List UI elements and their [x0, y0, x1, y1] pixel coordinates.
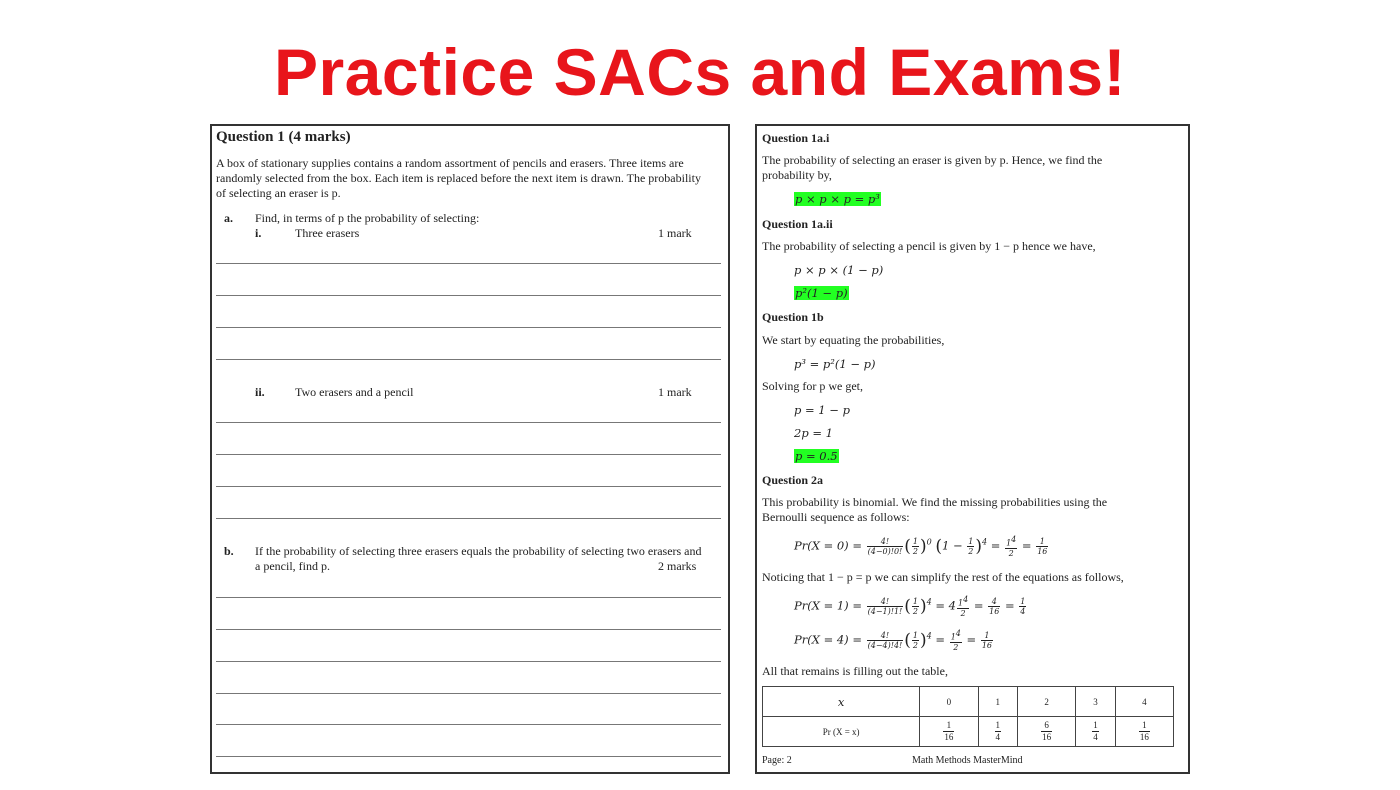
table-cell: $\frac{1}{4}$ [978, 717, 1018, 747]
q2a-equation-1: Pr(X = 1) = $\frac{4!}{(4-1)!1!}$ ( $\frac{1}{2}$ )$^4$ = 4 $\frac{1^4}{2}$ = $\frac{4}{16}$ = $\frac{1}{4}$ [794, 595, 1026, 618]
q2a-equation-4: Pr(X = 4) = $\frac{4!}{(4-4)!4!}$ ( $\frac{1}{2}$ )$^4$ = $\frac{1^4}{2}$ = $\frac{1}{16}$ [794, 629, 993, 652]
answer-line[interactable] [216, 486, 721, 487]
answer-line[interactable] [216, 295, 721, 296]
answer-line[interactable] [216, 693, 721, 694]
q1b-answer: p = 0.5 [795, 449, 838, 463]
q1b-heading: Question 1b [762, 310, 824, 324]
table-cell: $\frac{6}{16}$ [1018, 717, 1076, 747]
part-b-label: b. [224, 544, 234, 558]
intro-line-2: randomly selected from the box. Each item is replaced before the next item is drawn. The probability [216, 171, 701, 185]
sub-ii-marks: 1 mark [658, 385, 692, 399]
footer-page: Page: 2 [762, 755, 792, 766]
q1ai-heading: Question 1a.i [762, 131, 830, 145]
probability-table [762, 686, 1174, 747]
solution-sheet [755, 124, 1190, 774]
intro-line-3: of selecting an eraser is p. [216, 186, 341, 200]
answer-line[interactable] [216, 263, 721, 264]
table-cell: 1 [978, 687, 1018, 717]
answer-line[interactable] [216, 597, 721, 598]
sub-i-marks: 1 mark [658, 226, 692, 240]
answer-line[interactable] [216, 661, 721, 662]
table-cell: 2 [1018, 687, 1076, 717]
part-a-text: Find, in terms of p the probability of selecting: [255, 211, 480, 225]
q2a-text-2: Bernoulli sequence as follows: [762, 510, 910, 524]
table-header-pr: Pr (X = x) [763, 717, 920, 747]
q2a-equation-0: Pr(X = 0) = $\frac{4!}{(4-0)!0!}$ ( $\frac{1}{2}$ )$^0$ (1 − $\frac{1}{2}$ )$^4$ = $\frac{1^4}{2}$ = $\frac{1}{16}$ [794, 535, 1048, 558]
q1b-step-1: p = 1 − p [794, 403, 850, 417]
question-heading: Question 1 (4 marks) [216, 129, 351, 145]
q2a-text-1: This probability is binomial. We find the missing probabilities using the [762, 495, 1108, 509]
q1aii-heading: Question 1a.ii [762, 217, 833, 231]
sub-ii-label: ii. [255, 385, 265, 399]
answer-line[interactable] [216, 756, 721, 757]
answer-line[interactable] [216, 629, 721, 630]
part-b-line-2: a pencil, find p. [255, 559, 330, 573]
q2a-notice-text: Noticing that 1 − p = p we can simplify the rest of the equations as follows, [762, 570, 1124, 584]
q1b-equation: p³ = p²(1 − p) [794, 357, 876, 371]
answer-line[interactable] [216, 454, 721, 455]
table-cell: 0 [920, 687, 978, 717]
part-b-marks: 2 marks [658, 559, 697, 573]
q1ai-text-2: probability by, [762, 168, 832, 182]
q1b-solving-text: Solving for p we get, [762, 379, 863, 393]
table-cell: 4 [1115, 687, 1173, 717]
table-row [763, 687, 1174, 717]
table-cell: $\frac{1}{16}$ [1115, 717, 1173, 747]
q2a-heading: Question 2a [762, 473, 824, 487]
answer-line[interactable] [216, 518, 721, 519]
part-b-line-1: If the probability of selecting three erasers equals the probability of selecting two erasers and [255, 544, 702, 558]
intro-line-1: A box of stationary supplies contains a random assortment of pencils and erasers. Three items are [216, 156, 684, 170]
answer-line[interactable] [216, 359, 721, 360]
q1b-step-2: 2p = 1 [794, 426, 833, 440]
sub-ii-text: Two erasers and a pencil [295, 385, 414, 399]
table-row [763, 717, 1174, 747]
footer-brand: Math Methods MasterMind [912, 755, 1023, 766]
table-cell: $\frac{1}{4}$ [1076, 717, 1116, 747]
answer-line[interactable] [216, 422, 721, 423]
table-cell: $\frac{1}{16}$ [920, 717, 978, 747]
q1ai-answer: p × p × p = p³ [795, 192, 880, 206]
answer-line[interactable] [216, 327, 721, 328]
sub-i-label: i. [255, 226, 262, 240]
q1aii-text: The probability of selecting a pencil is given by 1 − p hence we have, [762, 239, 1096, 253]
q1b-text: We start by equating the probabilities, [762, 333, 945, 347]
slide-title: Practice SACs and Exams! [273, 35, 1127, 109]
q2a-remains-text: All that remains is filling out the table, [762, 664, 948, 678]
q1aii-answer: p²(1 − p) [795, 286, 848, 300]
part-a-label: a. [224, 211, 233, 225]
question-sheet [210, 124, 730, 774]
table-header-x: x [763, 687, 920, 717]
table-cell: 3 [1076, 687, 1116, 717]
q1ai-text-1: The probability of selecting an eraser is given by p. Hence, we find the [762, 153, 1103, 167]
q1aii-step: p × p × (1 − p) [794, 263, 884, 277]
sub-i-text: Three erasers [295, 226, 360, 240]
answer-line[interactable] [216, 724, 721, 725]
